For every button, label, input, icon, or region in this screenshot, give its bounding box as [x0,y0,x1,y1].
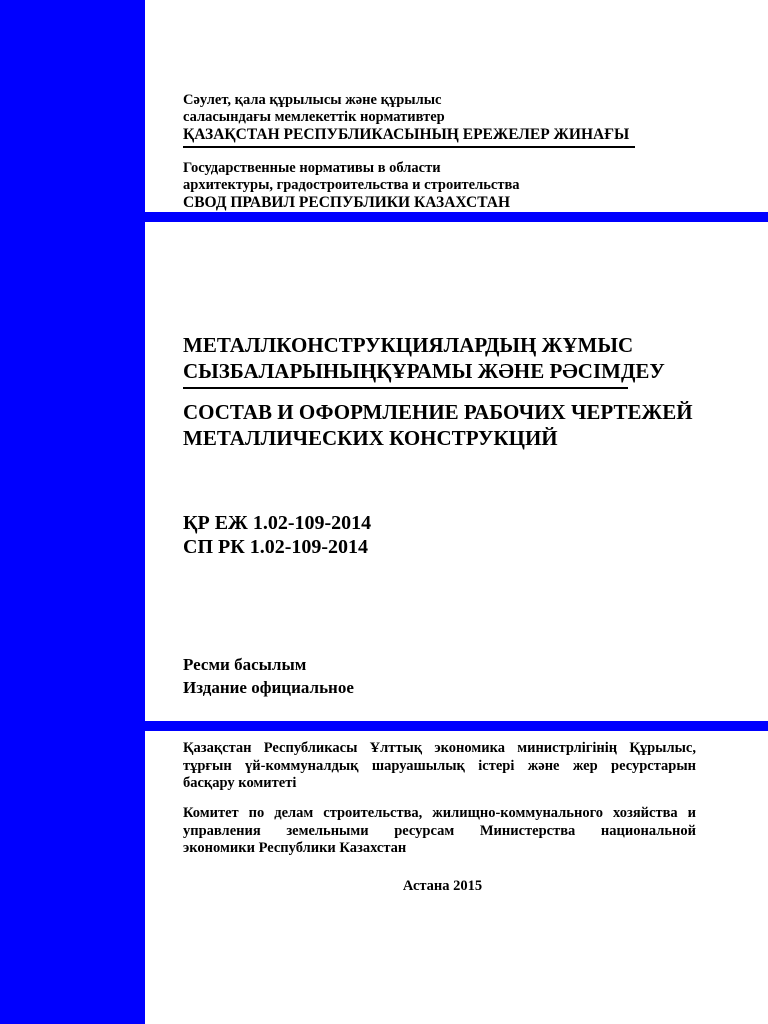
title-kk-line: СЫЗБАЛАРЫНЫҢҚҰРАМЫ ЖӘНЕ РӘСІМДЕУ [183,359,665,383]
header-ru-title: СВОД ПРАВИЛ РЕСПУБЛИКИ КАЗАХСТАН [183,194,511,211]
code-ru: СП РК 1.02-109-2014 [183,536,369,558]
header-kk-line: саласындағы мемлекеттік нормативтер [183,109,445,125]
document-codes [183,511,371,559]
edition-ru: Издание официальное [183,678,354,697]
code-kk: ҚР ЕЖ 1.02-109-2014 [183,512,372,534]
title-kk-line: МЕТАЛЛКОНСТРУКЦИЯЛАРДЫҢ ЖҰМЫС [183,333,634,357]
committee-ru [183,805,696,858]
title-ru-line: СОСТАВ И ОФОРМЛЕНИЕ РАБОЧИХ ЧЕРТЕЖЕЙ [183,400,693,424]
header-ru-line: архитектуры, градостроительства и строительства [183,177,520,193]
header-kk-line: Сәулет, қала құрылысы және құрылыс [183,92,442,108]
edition-kk: Ресми басылым [183,655,307,674]
committee-kk-line: басқару комитеті [183,775,297,791]
document-title-kk [183,332,665,384]
left-blue-bar [0,0,145,1024]
committee-kk-line: тұрғын үй-коммуналдық шаруашылық істері және жер ресурстарын [183,757,696,774]
bottom-blue-band [145,721,768,731]
edition-label [183,653,354,699]
committee-kk-line: Қазақстан Республикасы Ұлттық экономика министрлігінің Құрылыс, [183,740,696,756]
title-ru-line: МЕТАЛЛИЧЕСКИХ КОНСТРУКЦИЙ [183,426,558,450]
header-ru-line: Государственные нормативы в области [183,160,441,176]
document-title-ru [183,399,693,451]
committee-ru-line: управления земельными ресурсам Министерства национальной [183,822,696,839]
header-kk [183,92,629,143]
committee-ru-line: экономики Республики Казахстан [183,840,407,856]
title-divider [183,387,628,389]
header-kk-title: ҚАЗАҚСТАН РЕСПУБЛИКАСЫНЫҢ ЕРЕЖЕЛЕР ЖИНАҒЫ [183,126,630,143]
header-divider [183,146,635,148]
committee-ru-line: Комитет по делам строительства, жилищно-коммунального хозяйства и [183,805,696,821]
header-ru [183,160,520,211]
city-year: Астана 2015 [402,878,483,894]
top-blue-band [145,212,768,222]
committee-kk [183,740,696,793]
